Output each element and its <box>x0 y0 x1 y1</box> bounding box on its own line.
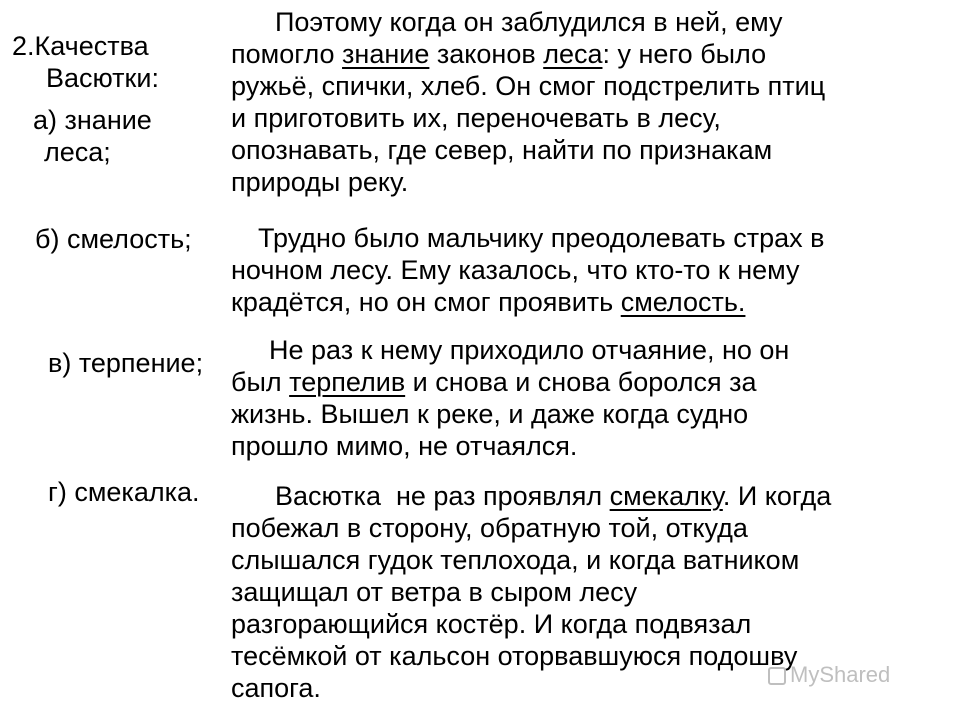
text-span: и снова и снова боролся за <box>405 367 757 397</box>
quality-a-label-cont: леса; <box>44 137 111 167</box>
watermark <box>768 662 890 688</box>
paragraph-patience <box>231 334 951 462</box>
qualities-heading-name: Васютки: <box>46 63 159 93</box>
underlined-word: знание <box>342 39 430 69</box>
quality-d-label: г) смекалка. <box>48 477 200 507</box>
text-line: ночном лесу. Ему казалось, что кто-то к нему <box>231 255 800 285</box>
text-line: Не раз к нему приходило отчаяние, но он <box>269 335 790 365</box>
underlined-word: терпелив <box>289 367 406 397</box>
text-span: крадётся, но он смог проявить <box>231 287 621 317</box>
watermark-icon <box>768 667 786 685</box>
text-line <box>231 38 951 70</box>
paragraph-courage <box>231 222 951 318</box>
text-line: разгорающийся костёр. И когда подвязал <box>231 609 752 639</box>
text-line: Трудно было мальчику преодолевать страх в <box>258 223 825 253</box>
text-line: побежал в сторону, обратную той, откуда <box>231 513 748 543</box>
underlined-word: смелость. <box>620 287 746 317</box>
text-line: тесёмкой от кальсон оторвавшуюся подошву <box>231 641 798 671</box>
text-line: защищал от ветра в сыром лесу <box>231 577 638 607</box>
quality-a-label: а) знание <box>33 105 152 135</box>
text-line: и приготовить их, переночевать в лесу, <box>231 103 721 133</box>
quality-b-label: б) смелость; <box>35 224 192 254</box>
text-span: : у него было <box>602 39 767 69</box>
text-line: жизнь. Вышел к реке, и даже когда судно <box>231 399 749 429</box>
text-line <box>231 480 951 512</box>
paragraph-knowledge <box>231 6 951 198</box>
text-span: Васютка не раз проявлял <box>275 481 610 511</box>
text-line: прошло мимо, не отчаялся. <box>231 431 578 461</box>
text-line: ружьё, спички, хлеб. Он смог подстрелить птиц <box>231 71 826 101</box>
text-line: сапога. <box>231 673 321 703</box>
quality-c-label: в) терпение; <box>48 348 204 378</box>
text-line: опознавать, где север, найти по признакам <box>231 135 773 165</box>
underlined-word: леса <box>543 39 603 69</box>
underlined-word: смекалку <box>609 481 723 511</box>
text-line <box>231 286 951 318</box>
text-span: был <box>231 367 290 397</box>
text-line: природы реку. <box>231 167 409 197</box>
qualities-heading-number: 2.Качества <box>12 31 149 61</box>
text-line: слышался гудок теплохода, и когда ватником <box>231 545 800 575</box>
text-span: . И когда <box>722 481 832 511</box>
watermark-text: MyShared <box>790 662 891 687</box>
text-span: помогло <box>231 39 343 69</box>
text-line: Поэтому когда он заблудился в ней, ему <box>275 7 783 37</box>
text-line <box>231 366 951 398</box>
text-span: законов <box>429 39 544 69</box>
